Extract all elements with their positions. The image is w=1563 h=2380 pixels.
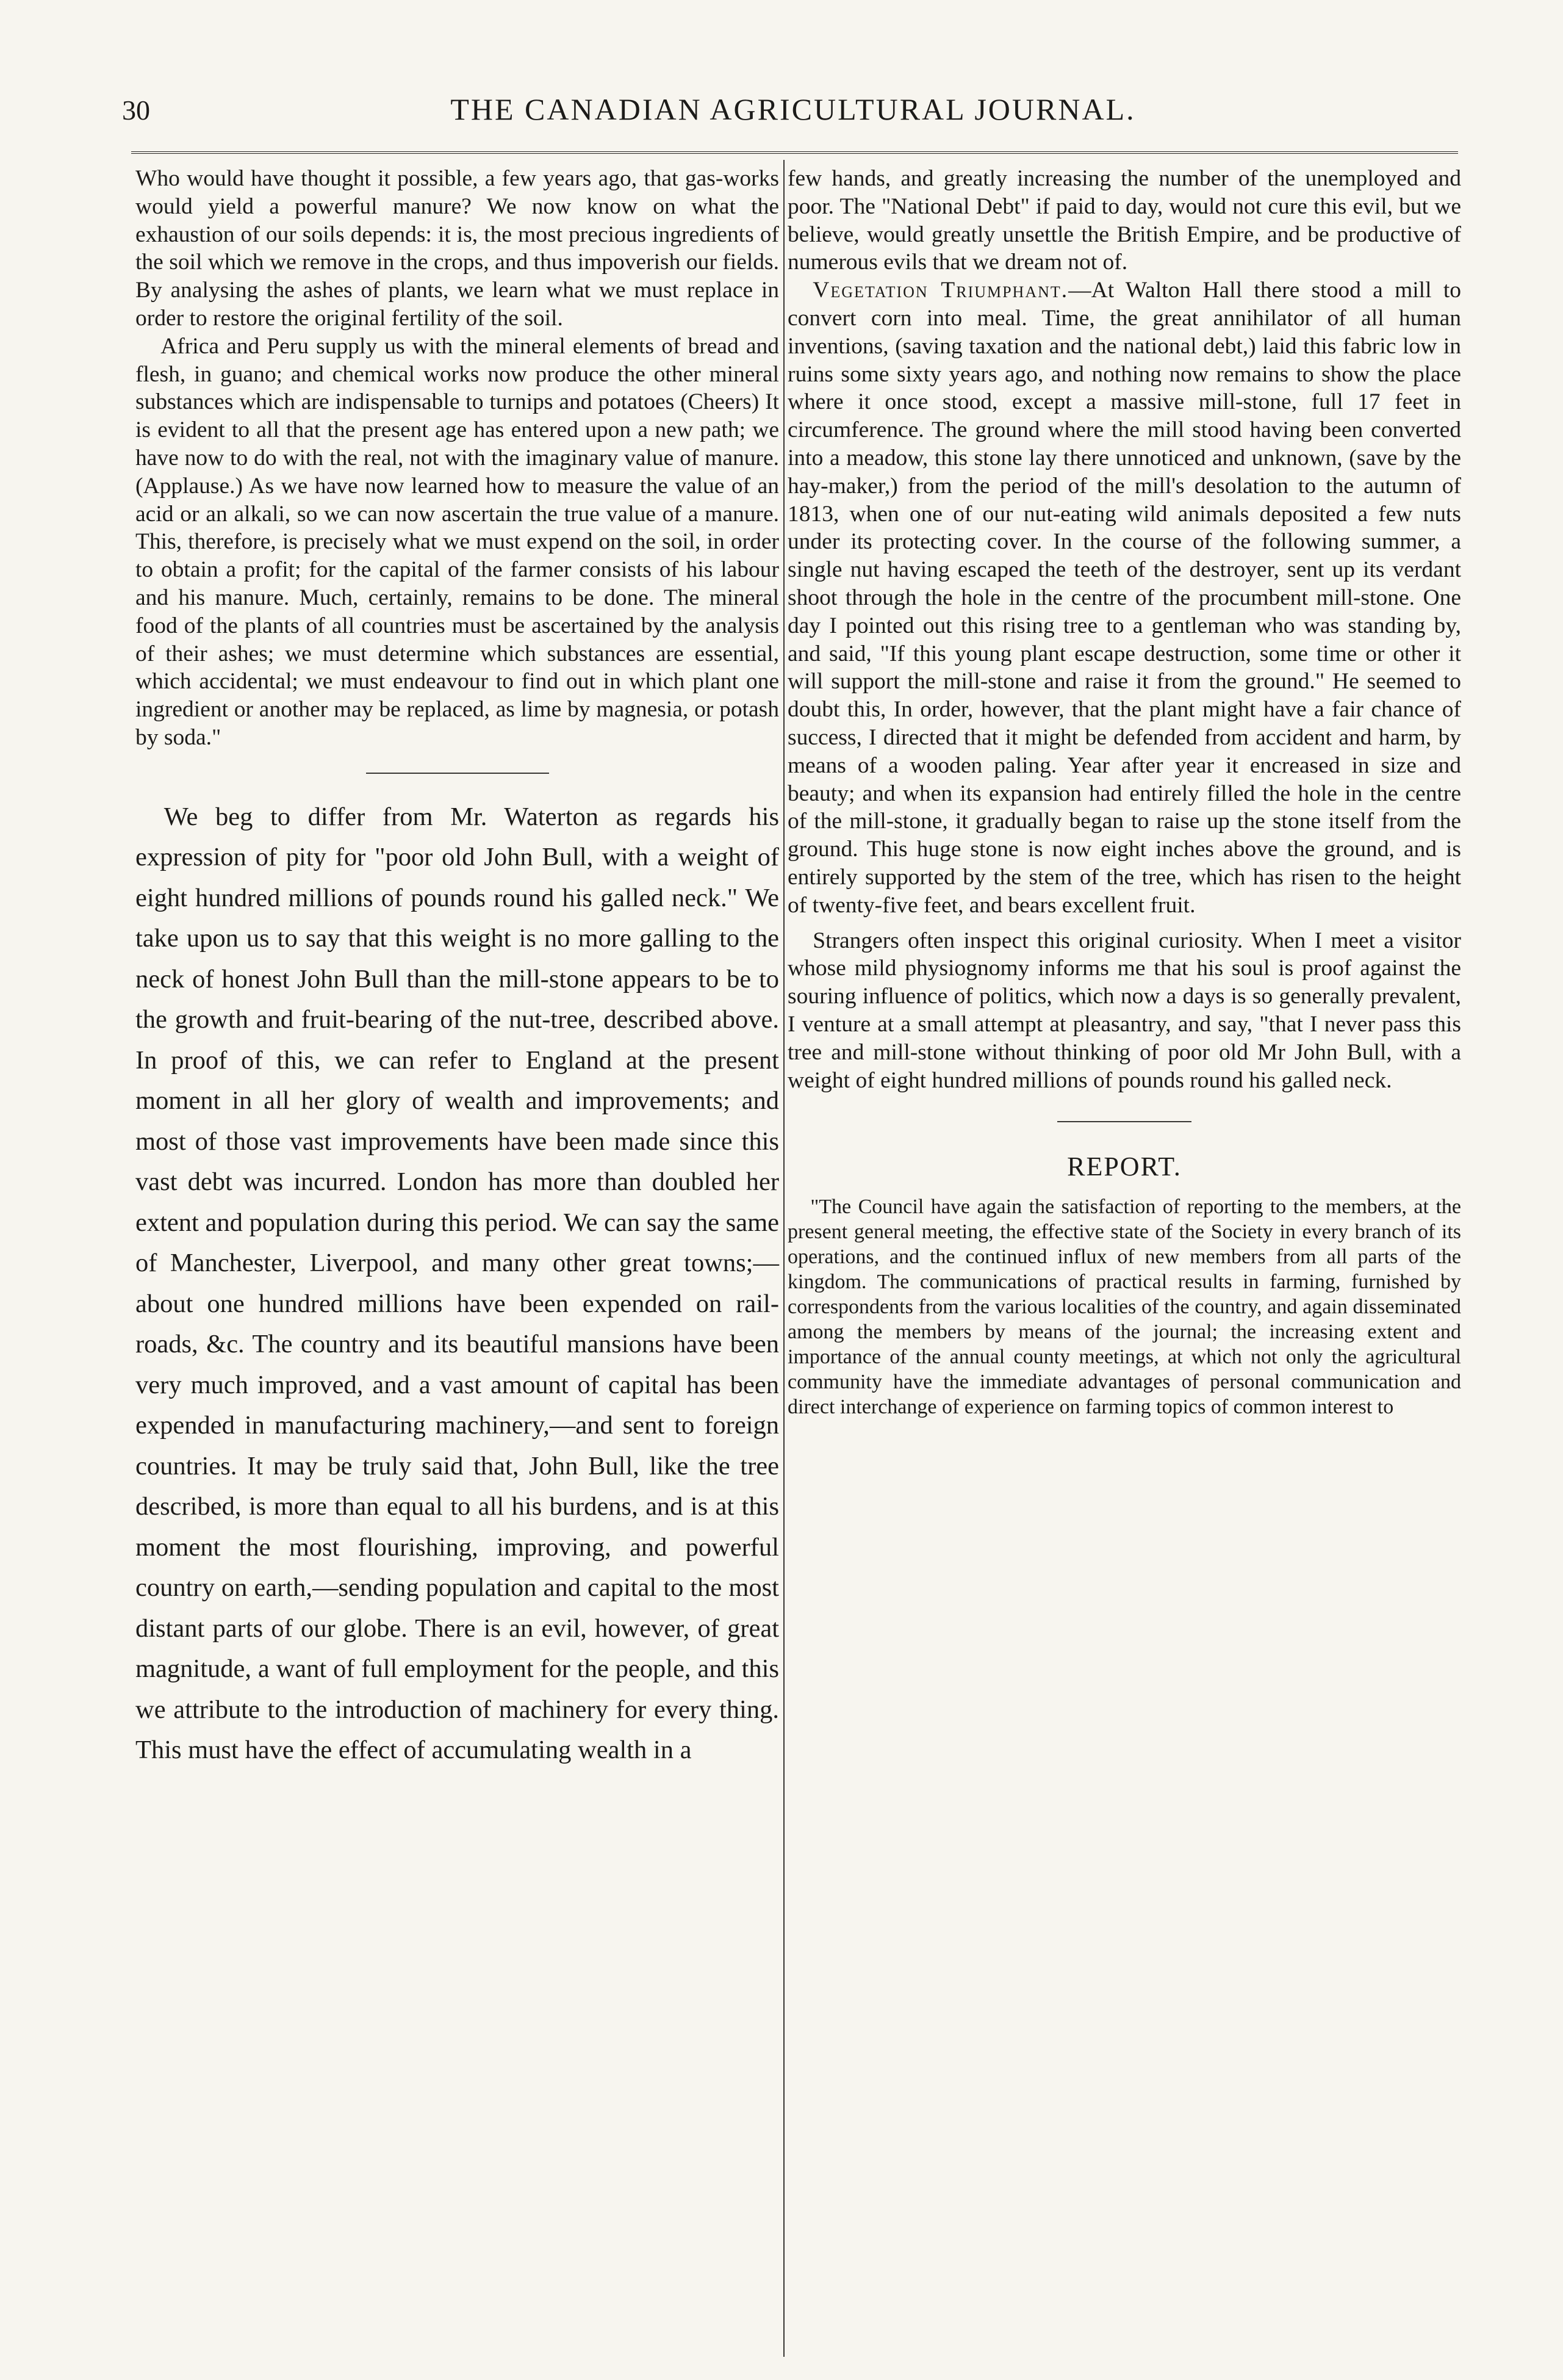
running-title: THE CANADIAN AGRICULTURAL JOURNAL. [450, 92, 1136, 126]
vegetation-paragraph [788, 276, 1461, 919]
vegetation-heading: Vegetation Triumphant. [813, 278, 1069, 303]
article-paragraph: We beg to differ from Mr. Waterton as regards his expression of pity for "poor old John Bull, with a weight of eight hundred millions of pounds round his galled neck." We take upon us to say that this weight is no more galling to the neck of honest John Bull than the mill-stone appears to be to the growth and fruit-bearing of the nut-tree, described above. In proof of this, we can refer to England at the present moment in all her glory of wealth and improvements; and most of those vast improvements have been made since this vast debt was incurred. London has more than doubled her extent and population during this period. We can say the same of Manchester, Liverpool, and many other great towns;—about one hundred millions have been expended on rail-roads, &c. The country and its beautiful mansions have been very much improved, and a vast amount of capital has been expended in manufacturing machinery,—and sent to foreign countries. It may be truly said that, John Bull, like the tree described, is more than equal to all his burdens, and is at this moment the most flourishing, improving, and powerful country on earth,—sending population and capital to the most distant parts of our globe. There is an evil, however, of great magnitude, a want of full employment for the people, and this we attribute to the introduction of machinery for every thing. This must have the effect of accumulating wealth in a [135, 802, 779, 1765]
page-number: 30 [122, 95, 150, 126]
header-rule [131, 151, 1458, 154]
right-column [788, 165, 1461, 1419]
report-paragraph: "The Council have again the satisfaction of reporting to the members, at the present general meeting, the effective state of the Society in every branch of its operations, and the continued influx of new members from all parts of the kingdom. The communications of practical results in farming, furnished by correspondents from the various localities of the country, and again disseminated among the members by means of the journal; the increasing extent and importance of the annual county meetings, at which not only the agricultural community have the immediate advantages of personal communication and direct interchange of experience on farming topics of common interest to [788, 1195, 1461, 1419]
article-paragraph: Strangers often inspect this original curiosity. When I meet a visitor whose mild physiognomy informs me that his soul is proof against the souring influence of politics, which now a days is so generally prevalent, I venture at a small attempt at pleasantry, and say, "that I never pass this tree and mill-stone without thinking of poor old Mr John Bull, with a weight of eight hundred millions of pounds round his galled neck. [788, 928, 1461, 1093]
section-separator [1057, 1121, 1191, 1122]
article-paragraph: few hands, and greatly increasing the number of the unemployed and poor. The "National Debt" if paid to day, would not cure this evil, but we believe, would greatly unsettle the British Empire, and be productive of numerous evils that we dream not of. [788, 166, 1461, 275]
vegetation-text: —At Walton Hall there stood a mill to convert corn into meal. Time, the great annihilator of all human inventions, (saving taxation and the national debt,) laid this fabric low in ruins some sixty years ago, and nothing now remains to show the place where it once stood, except a massive mill-stone, full 17 feet in circumference. The ground where the mill stood having been converted into a meadow, this stone lay there unnoticed and unknown, (save by the hay-maker,) from the period of the mill's desolation to the autumn of 1813, when one of our nut-eating wild animals deposited a few nuts under its protecting cover. In the course of the following summer, a single nut having escaped the teeth of the destroyer, sent up its verdant shoot through the hole in the centre of the procumbent mill-stone. One day I pointed out this rising tree to a gentleman who was standing by, and said, "If this young plant escape destruction, some time or other it will support the mill-stone and raise it from the ground." He seemed to doubt this, In order, however, that the plant might have a fair chance of success, I directed that it might be defended from accident and harm, by means of a wooden paling. Year after year it encreased in size and beauty; and when its expansion had entirely filled the hole in the centre of the mill-stone, it gradually began to raise up the stone itself from the ground. This huge stone is now eight inches above the ground, and is entirely supported by the stem of the tree, which has risen to the height of twenty-five feet, and bears excellent fruit. [788, 278, 1461, 918]
report-heading: REPORT. [1067, 1152, 1182, 1182]
article-paragraph: Who would have thought it possible, a few years ago, that gas-works would yield a powerful manure? We now know on what the exhaustion of our soils depends: it is, the most precious ingredients of the soil which we remove in the crops, and thus impoverish our fields. By analysing the ashes of plants, we learn what we must replace in order to restore the original fertility of the soil. [135, 166, 779, 331]
section-separator [366, 773, 549, 774]
article-paragraph: Africa and Peru supply us with the mineral elements of bread and flesh, in guano; and chemical works now produce the other mineral substances which are indispensable to turnips and potatoes (Cheers) It is evident to all that the present age has entered upon a new path; we have now to do with the real, not with the imaginary value of manure. (Applause.) As we have now learned how to measure the value of an acid or an alkali, so we can now ascertain the true value of a manure. This, therefore, is precisely what we must expend on the soil, in order to obtain a profit; for the capital of the farmer consists of his labour and his manure. Much, certainly, remains to be done. The mineral food of the plants of all countries must be ascertained by the analysis of their ashes; we must determine which substances are essential, which accidental; we must endeavour to find out in which plant one ingredient or another may be replaced, as lime by magnesia, or potash by soda." [135, 333, 779, 750]
page-header [122, 92, 1464, 134]
left-column [135, 165, 779, 1771]
column-divider [783, 160, 785, 2357]
